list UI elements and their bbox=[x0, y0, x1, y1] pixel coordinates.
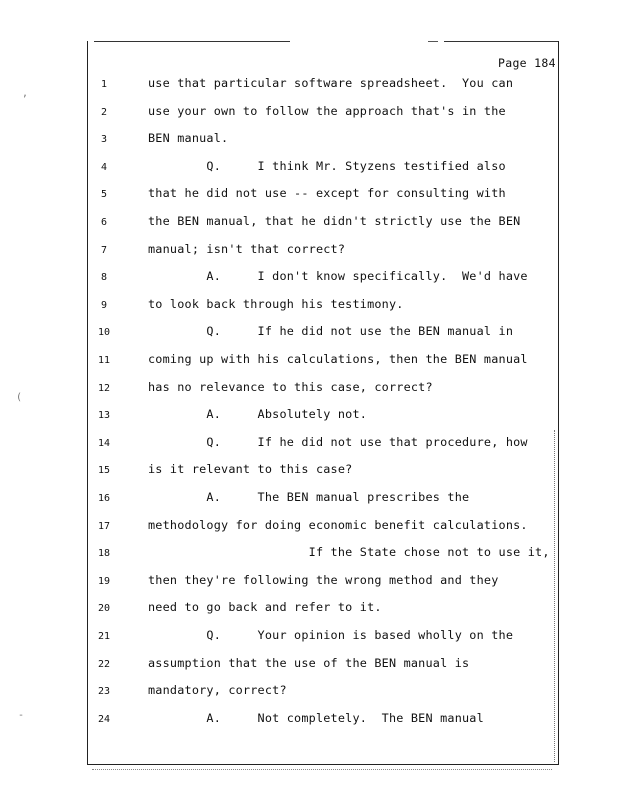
line-number: 5 bbox=[100, 189, 108, 201]
line-text: to look back through his testimony. bbox=[148, 296, 404, 311]
line-number: 4 bbox=[100, 161, 108, 173]
transcript-line bbox=[0, 76, 618, 96]
line-number: 10 bbox=[97, 327, 111, 339]
line-number: 15 bbox=[97, 465, 111, 477]
line-text: A. Not completely. The BEN manual bbox=[148, 710, 484, 725]
line-number: 20 bbox=[97, 603, 111, 615]
line-text: mandatory, correct? bbox=[148, 683, 287, 698]
transcript-line bbox=[0, 600, 618, 620]
line-text: Q. If he did not use that procedure, how bbox=[148, 434, 528, 449]
line-number: 7 bbox=[100, 244, 108, 256]
transcript-line bbox=[0, 628, 618, 648]
line-text: the BEN manual, that he didn't strictly use the BEN bbox=[148, 214, 521, 228]
line-text: then they're following the wrong method and they bbox=[148, 572, 499, 587]
transcript-line bbox=[0, 545, 618, 565]
top-rule-mark bbox=[428, 41, 438, 42]
line-text: A. The BEN manual prescribes the bbox=[148, 490, 470, 504]
line-text: Q. If he did not use the BEN manual in bbox=[148, 324, 514, 339]
line-text: need to go back and refer to it. bbox=[148, 600, 382, 615]
line-number: 17 bbox=[97, 520, 111, 532]
scan-speck: - bbox=[18, 710, 25, 721]
transcript-line bbox=[0, 297, 618, 317]
scan-speck: , bbox=[22, 88, 29, 99]
line-text: coming up with his calculations, then the BEN manual bbox=[148, 352, 528, 366]
line-number: 22 bbox=[97, 658, 111, 670]
line-text: use that particular software spreadsheet. You can bbox=[148, 76, 514, 90]
line-number: 12 bbox=[97, 382, 111, 394]
transcript-line bbox=[0, 269, 618, 289]
transcript-line bbox=[0, 407, 618, 427]
line-text: A. I don't know specifically. We'd have bbox=[148, 269, 528, 284]
line-text: BEN manual. bbox=[148, 131, 229, 146]
transcript-line bbox=[0, 656, 618, 676]
transcript-line bbox=[0, 159, 618, 179]
line-text: is it relevant to this case? bbox=[148, 462, 353, 477]
line-number: 21 bbox=[97, 631, 111, 642]
line-text: use your own to follow the approach that's in the bbox=[148, 103, 506, 118]
scan-speck: ( bbox=[16, 392, 23, 403]
transcript-line bbox=[0, 683, 618, 703]
line-text: manual; isn't that correct? bbox=[148, 241, 346, 256]
transcript-line bbox=[0, 214, 618, 234]
line-number: 2 bbox=[100, 106, 108, 118]
line-text: has no relevance to this case, correct? bbox=[148, 379, 433, 394]
bottom-scan-noise bbox=[92, 769, 552, 770]
line-number: 6 bbox=[100, 217, 108, 228]
line-text: assumption that the use of the BEN manual is bbox=[148, 655, 470, 670]
transcript-line bbox=[0, 490, 618, 510]
line-number: 14 bbox=[97, 437, 111, 449]
transcript-line bbox=[0, 573, 618, 593]
line-text: If the State chose not to use it, bbox=[148, 545, 550, 560]
transcript-line bbox=[0, 711, 618, 731]
line-text: that he did not use -- except for consulting with bbox=[148, 186, 506, 201]
top-rule bbox=[94, 41, 290, 42]
line-text: Q. Your opinion is based wholly on the bbox=[148, 628, 514, 642]
line-number: 19 bbox=[97, 575, 111, 587]
line-number: 13 bbox=[97, 410, 111, 422]
transcript-line bbox=[0, 324, 618, 344]
transcript-line bbox=[0, 242, 618, 262]
transcript-line bbox=[0, 462, 618, 482]
transcript-line bbox=[0, 104, 618, 124]
transcript-line bbox=[0, 131, 618, 151]
line-number: 11 bbox=[97, 355, 111, 366]
line-text: methodology for doing economic benefit calculations. bbox=[148, 517, 528, 532]
transcript-line bbox=[0, 380, 618, 400]
transcript-line bbox=[0, 518, 618, 538]
line-text: A. Absolutely not. bbox=[148, 407, 368, 422]
line-number: 1 bbox=[100, 79, 108, 90]
page-number: Page 184 bbox=[498, 56, 556, 70]
line-number: 3 bbox=[100, 134, 108, 146]
line-number: 23 bbox=[97, 686, 111, 698]
line-text: Q. I think Mr. Styzens testified also bbox=[148, 158, 506, 173]
line-number: 9 bbox=[100, 299, 108, 311]
transcript-line bbox=[0, 435, 618, 455]
transcript-line bbox=[0, 186, 618, 206]
transcript-line bbox=[0, 352, 618, 372]
line-number: 16 bbox=[97, 493, 111, 504]
top-rule bbox=[444, 41, 558, 42]
line-number: 18 bbox=[97, 548, 111, 560]
line-number: 8 bbox=[100, 272, 108, 284]
bottom-rule bbox=[88, 764, 558, 765]
line-number: 24 bbox=[97, 713, 111, 725]
